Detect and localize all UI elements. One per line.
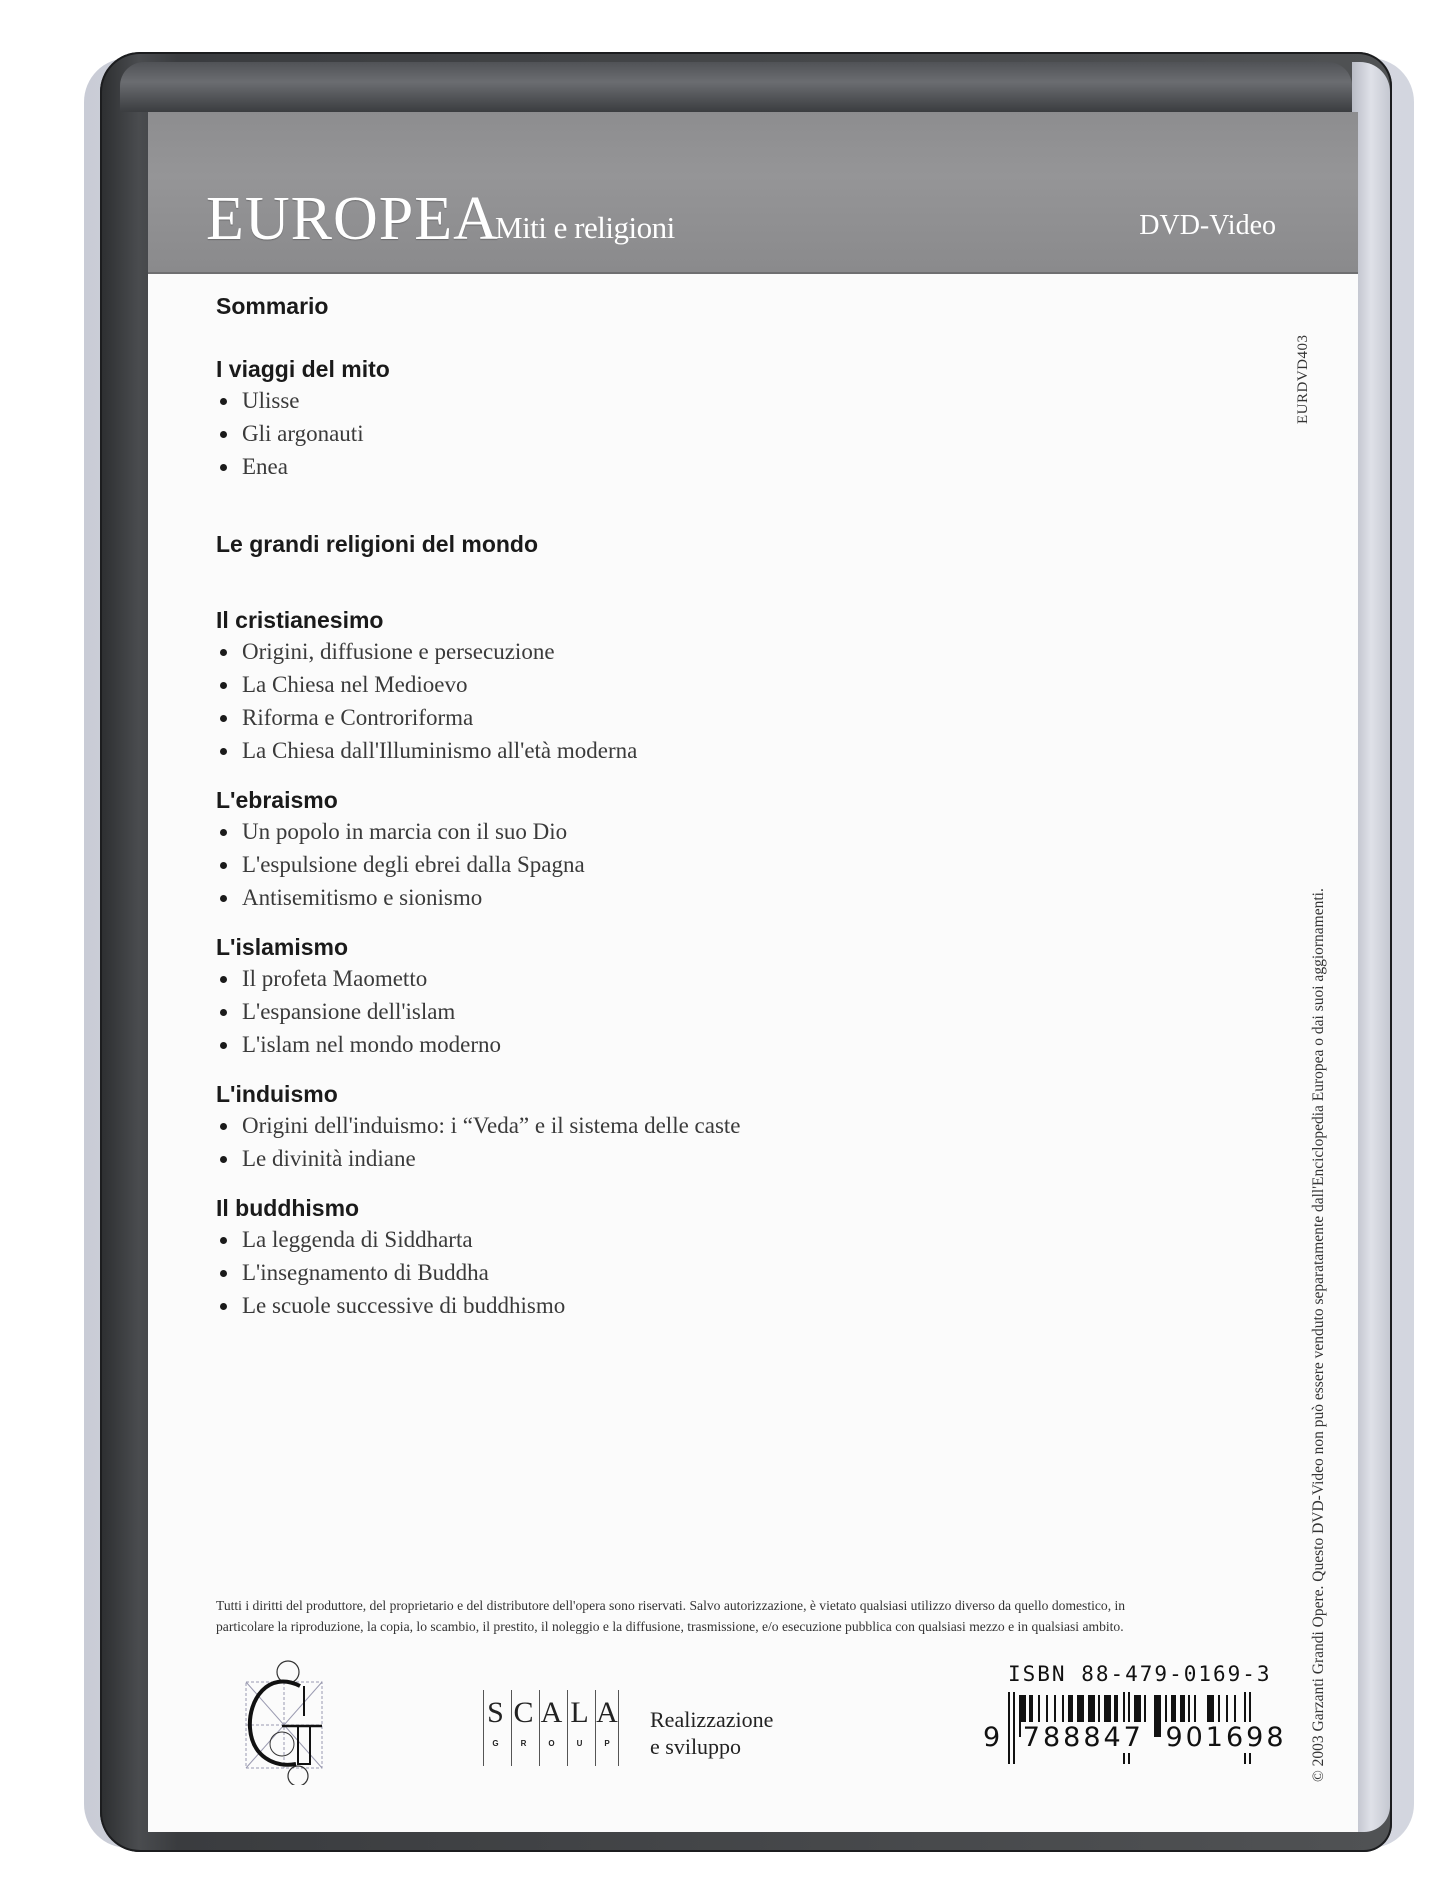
format-label: DVD-Video (1139, 210, 1276, 241)
bullet-icon (220, 976, 227, 983)
bullet-icon (220, 1009, 227, 1016)
list-item: Il profeta Maometto (216, 962, 1116, 995)
bullet-icon (220, 464, 227, 471)
list-item: Origini dell'induismo: i “Veda” e il sistema delle caste (216, 1109, 1116, 1142)
bullet-icon (220, 715, 227, 722)
section-ebraismo (216, 785, 1116, 914)
list-item: Ulisse (216, 384, 1116, 417)
contents-title: Sommario (216, 293, 329, 319)
catalog-code: EURDVD403 (1295, 334, 1311, 424)
section-heading: Il cristianesimo (216, 607, 384, 633)
section-induismo (216, 1079, 1116, 1175)
section-cristianesimo (216, 605, 1116, 767)
bullet-icon (220, 895, 227, 902)
legal-line-2: particolare la riproduzione, la copia, lo scambio, il prestito, il noleggio e la diffusione, trasmissione, e/o esecuzione pubblica con qualsiasi mezzo e in qualsiasi ambito. (216, 1619, 1124, 1634)
production-credit: Realizzazione e sviluppo (650, 1707, 774, 1759)
bullet-icon (220, 431, 227, 438)
bullet-icon (220, 829, 227, 836)
list-item: L'espulsione degli ebrei dalla Spagna (216, 848, 1116, 881)
list-item: Origini, diffusione e persecuzione (216, 635, 1116, 668)
garzanti-logo-icon (238, 1660, 338, 1785)
list-item: La Chiesa dall'Illuminismo all'età moderna (216, 734, 1116, 767)
cover-insert (148, 112, 1358, 1832)
list-item: Le scuole successive di buddhismo (216, 1289, 1116, 1322)
bullet-icon (220, 1156, 227, 1163)
bullet-icon (220, 1237, 227, 1244)
legal-line-1: Tutti i diritti del produttore, del proprietario e del distributore dell'opera sono riservati. Salvo autorizzazione, è vietato qualsiasi utilizzo diverso da quello domestico, in (216, 1598, 1126, 1613)
list-item: Enea (216, 450, 1116, 483)
list-item: Antisemitismo e sionismo (216, 881, 1116, 914)
list-item: Riforma e Controriforma (216, 701, 1116, 734)
bullet-icon (220, 1123, 227, 1130)
bullet-icon (220, 862, 227, 869)
section-buddhismo (216, 1193, 1116, 1322)
bullet-icon (220, 1042, 227, 1049)
list-item: L'insegnamento di Buddha (216, 1256, 1116, 1289)
section-islamismo (216, 932, 1116, 1061)
bullet-icon (220, 398, 227, 405)
bullet-icon (220, 1303, 227, 1310)
scala-group-logo: S G C R A O L U A P (483, 1690, 643, 1766)
bullet-icon (220, 682, 227, 689)
section-heading: I viaggi del mito (216, 356, 390, 382)
section-viaggi-del-mito (216, 354, 1116, 483)
legal-notice (216, 1595, 1301, 1637)
copyright-notice: © 2003 Garzanti Grandi Opere. Questo DVD-Video non può essere venduto separatamente dall'Enciclopedia Europea o dai suoi aggiornamenti. (1310, 888, 1327, 1782)
isbn-label: ISBN 88-479-0169-3 (1008, 1662, 1272, 1686)
bullet-icon (220, 748, 227, 755)
section-heading: Le grandi religioni del mondo (216, 531, 539, 557)
series-subtitle: Miti e religioni (495, 210, 675, 245)
list-item: La leggenda di Siddharta (216, 1223, 1116, 1256)
bullet-icon (220, 1270, 227, 1277)
list-item: Gli argonauti (216, 417, 1116, 450)
list-item: Un popolo in marcia con il suo Dio (216, 815, 1116, 848)
section-heading: L'induismo (216, 1081, 338, 1107)
cover-header-band (148, 112, 1358, 274)
list-item: L'espansione dell'islam (216, 995, 1116, 1028)
list-item: L'islam nel mondo moderno (216, 1028, 1116, 1061)
barcode-number: 9 788847 901698 (983, 1722, 1287, 1753)
brand-title: EUROPEA (206, 185, 499, 253)
section-grandi-religioni (216, 529, 1116, 559)
section-heading: Il buddhismo (216, 1195, 360, 1221)
case-top-rail (120, 62, 1352, 112)
list-item: La Chiesa nel Medioevo (216, 668, 1116, 701)
table-of-contents (216, 292, 1116, 1322)
bullet-icon (220, 649, 227, 656)
section-heading: L'ebraismo (216, 787, 338, 813)
section-heading: L'islamismo (216, 934, 349, 960)
list-item: Le divinità indiane (216, 1142, 1116, 1175)
